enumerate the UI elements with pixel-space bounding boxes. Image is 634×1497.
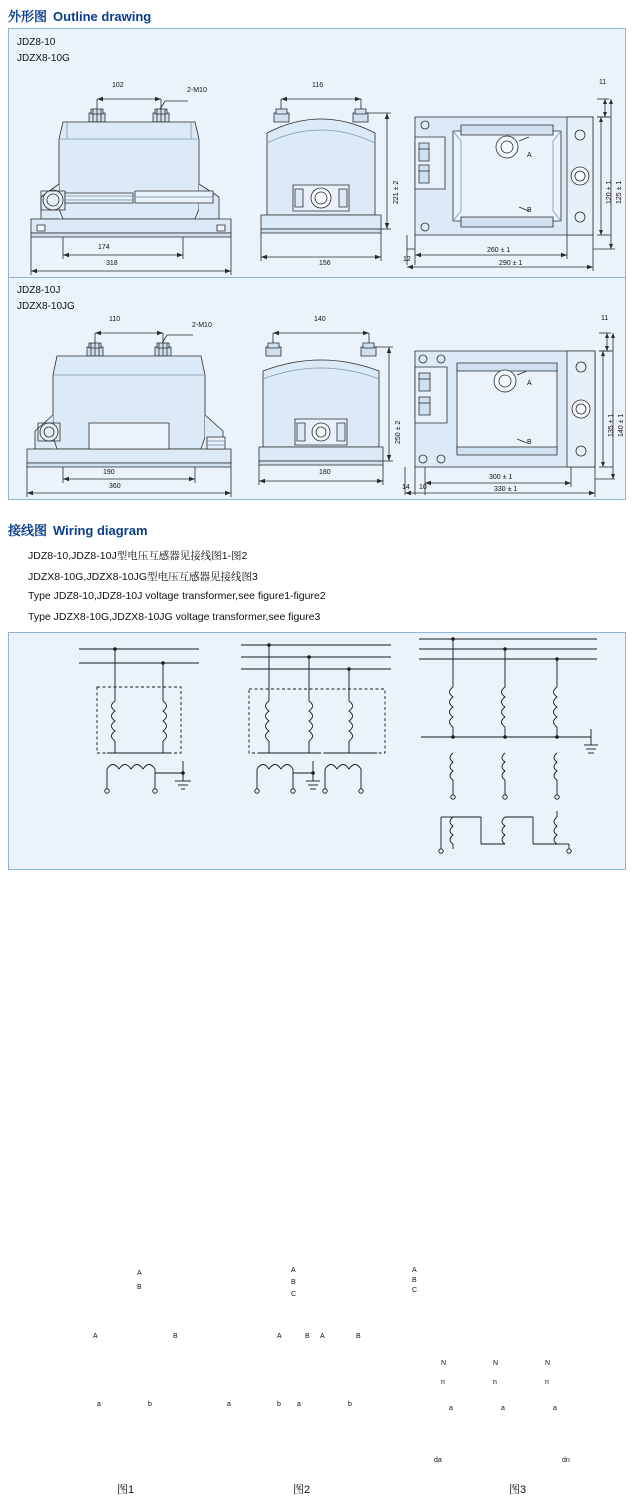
fig3-terminal-a-top: A — [412, 1267, 417, 1274]
mark-g2-a: A — [527, 380, 532, 387]
dim-g1-221: 221 ± 2 — [393, 180, 400, 204]
outline-heading-en: Outline drawing — [53, 9, 152, 24]
dim-g2-330: 330 ± 1 — [494, 486, 518, 493]
fig1-coil-a: A — [93, 1333, 98, 1340]
fig2-terminal-a-top: A — [291, 1267, 296, 1274]
fig2-secondary-b1: b — [277, 1401, 281, 1408]
dim-g2-180: 180 — [319, 469, 331, 476]
wiring-note-1: JDZ8-10,JDZ8-10J型电压互感器见接线图1-图2 — [28, 550, 248, 562]
dim-g1-116: 116 — [312, 82, 324, 89]
dim-g1-11: 11 — [599, 79, 607, 86]
wiring-note-3: Type JDZ8-10,JDZ8-10J voltage transformer,see figure1-figure2 — [28, 590, 326, 602]
dim-g1-318: 318 — [106, 260, 118, 267]
dim-g1-12: 12 — [403, 256, 411, 263]
fig3-neutral-n2: n — [493, 1379, 497, 1386]
fig2-secondary-b2: b — [348, 1401, 352, 1408]
fig3-secondary-a2: a — [501, 1405, 505, 1412]
fig1-terminal-a-top: A — [137, 1270, 142, 1277]
section-heading-outline — [8, 6, 151, 25]
dim-g2-110: 110 — [109, 316, 121, 323]
dim-g1-174: 174 — [98, 244, 110, 251]
fig1-secondary-a: a — [97, 1401, 101, 1408]
wiring-panel — [8, 632, 626, 1496]
wiring-note-4: Type JDZX8-10G,JDZX8-10JG voltage transformer,see figure3 — [28, 611, 321, 623]
model-label-jdzx8-10g: JDZX8-10G — [17, 53, 70, 64]
figure2-diagram — [221, 641, 411, 821]
dim-g2-10: 10 — [419, 484, 427, 491]
dim-g2-11: 11 — [601, 315, 609, 322]
fig2-coil-b2: B — [356, 1333, 361, 1340]
figure3-caption: 图3 — [509, 1484, 527, 1496]
fig3-neutral-n1: n — [441, 1379, 445, 1386]
dim-g2-140: 140 — [314, 316, 326, 323]
mark-g2-b: B — [527, 439, 532, 446]
dim-g2-300: 300 ± 1 — [489, 474, 513, 481]
outline-panel — [8, 28, 626, 500]
fig2-terminal-b-top: B — [291, 1279, 296, 1286]
fig3-secondary-a1: a — [449, 1405, 453, 1412]
fig2-coil-a2: A — [320, 1333, 325, 1340]
dim-g1-156: 156 — [319, 260, 331, 267]
outline-heading-cn: 外形图 — [8, 9, 48, 24]
fig3-neutral-n3: n — [545, 1379, 549, 1386]
figure1-caption: 图1 — [117, 1484, 135, 1496]
dim-g1-290: 290 ± 1 — [499, 260, 523, 267]
fig1-terminal-b-top: B — [137, 1284, 142, 1291]
fig2-secondary-a1: a — [227, 1401, 231, 1408]
outline-divider — [9, 277, 625, 278]
dim-g2-190: 190 — [103, 469, 115, 476]
figure1-diagram — [59, 641, 229, 821]
dim-g1-bolt: 2-M10 — [187, 87, 207, 94]
model-label-jdz8-10j: JDZ8-10J — [17, 285, 61, 296]
group1-front-view — [23, 79, 253, 279]
figure2-caption: 图2 — [293, 1484, 311, 1496]
group2-plan-view — [401, 319, 617, 499]
fig3-terminal-da: da — [434, 1457, 442, 1464]
fig3-secondary-a3: a — [553, 1405, 557, 1412]
fig2-coil-b1: B — [305, 1333, 310, 1340]
dim-g2-140v: 140 ± 1 — [618, 413, 625, 437]
dim-g2-14: 14 — [402, 484, 410, 491]
fig1-secondary-b: b — [148, 1401, 152, 1408]
fig3-primary-n3: N — [545, 1360, 551, 1367]
fig3-terminal-dn: dn — [562, 1457, 570, 1464]
fig1-coil-b: B — [173, 1333, 178, 1340]
section-heading-wiring — [8, 520, 148, 539]
group2-front-view — [23, 319, 253, 499]
dim-g1-260: 260 ± 1 — [487, 247, 511, 254]
dim-g1-120: 120 ± 1 — [606, 180, 613, 204]
dim-g2-135: 135 ± 1 — [608, 413, 615, 437]
fig2-terminal-c-top: C — [291, 1291, 297, 1298]
fig2-coil-a1: A — [277, 1333, 282, 1340]
mark-g1-b: B — [527, 207, 532, 214]
wiring-heading-en: Wiring diagram — [53, 523, 148, 538]
group1-side-view — [257, 79, 397, 279]
dim-g1-102: 102 — [112, 82, 124, 89]
dim-g1-125: 125 ± 1 — [616, 180, 623, 204]
model-label-jdzx8-10jg: JDZX8-10JG — [17, 301, 75, 312]
fig3-primary-n2: N — [493, 1360, 499, 1367]
wiring-note-2: JDZX8-10G,JDZX8-10JG型电压互感器见接线图3 — [28, 571, 258, 583]
fig3-primary-n1: N — [441, 1360, 447, 1367]
dim-g2-360: 360 — [109, 483, 121, 490]
fig2-secondary-a2: a — [297, 1401, 301, 1408]
model-label-jdz8-10: JDZ8-10 — [17, 37, 56, 48]
wiring-heading-cn: 接线图 — [8, 523, 48, 538]
dim-g2-bolt: 2-M10 — [192, 322, 212, 329]
dim-g2-250: 250 ± 2 — [395, 420, 402, 444]
fig3-terminal-c-top: C — [412, 1287, 418, 1294]
fig3-terminal-b-top: B — [412, 1277, 417, 1284]
mark-g1-a: A — [527, 152, 532, 159]
figure3-diagram — [407, 635, 613, 857]
